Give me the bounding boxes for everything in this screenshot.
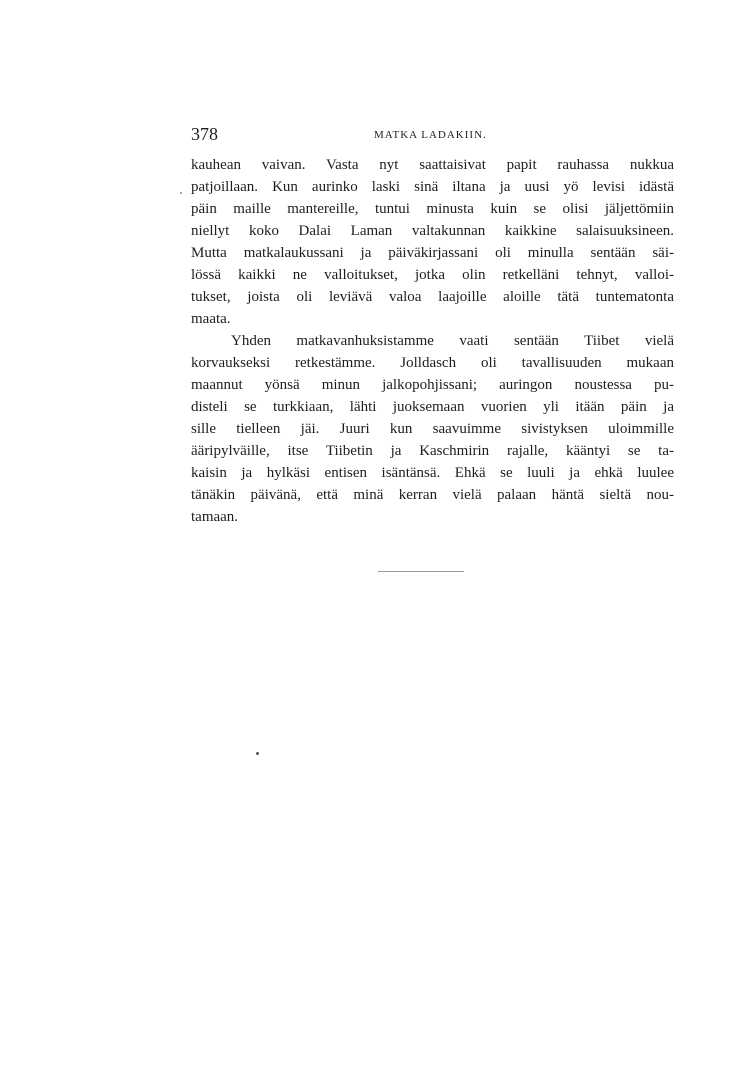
print-speck <box>180 192 182 194</box>
text-line: tukset, joista oli leviävä valoa laajoille aloille tätä tuntematonta <box>191 289 674 305</box>
text-line: ääripylväille, itse Tiibetin ja Kaschmirin rajalle, kääntyi se ta- <box>191 443 674 459</box>
text-line: sille tielleen jäi. Juuri kun saavuimme sivistyksen uloimmille <box>191 421 674 437</box>
text-line: Yhden matkavanhuksistamme vaati sentään Tiibet vielä <box>231 333 674 349</box>
chapter-end-rule <box>378 571 464 572</box>
text-line: lössä kaikki ne valloitukset, jotka olin retkelläni tehnyt, valloi- <box>191 267 674 283</box>
text-line: tänäkin päivänä, että minä kerran vielä palaan häntä sieltä nou- <box>191 487 674 503</box>
text-line: kaisin ja hylkäsi entisen isäntänsä. Ehkä se luuli ja ehkä luulee <box>191 465 674 481</box>
text-line: korvaukseksi retkestämme. Jolldasch oli tavallisuuden mukaan <box>191 355 674 371</box>
running-title: MATKA LADAKIIN. <box>374 129 487 141</box>
text-line: maannut yönsä minun jalkopohjissani; auringon noustessa pu- <box>191 377 674 393</box>
page-header <box>191 122 687 146</box>
text-line: patjoillaan. Kun aurinko laski sinä iltana ja uusi yö levisi idästä <box>191 179 674 195</box>
text-line: maata. <box>191 311 231 327</box>
body-text <box>191 154 674 528</box>
text-line: niellyt koko Dalai Laman valtakunnan kaikkine salaisuuksineen. <box>191 223 674 239</box>
text-line: disteli se turkkiaan, lähti juoksemaan vuorien yli itään päin ja <box>191 399 674 415</box>
paragraph-2 <box>191 330 674 528</box>
text-line: Mutta matkalaukussani ja päiväkirjassani oli minulla sentään säi- <box>191 245 674 261</box>
text-line: päin maille mantereille, tuntui minusta kuin se olisi jäljettömiin <box>191 201 674 217</box>
page-number: 378 <box>191 124 218 144</box>
text-line: kauhean vaivan. Vasta nyt saattaisivat papit rauhassa nukkua <box>191 157 674 173</box>
paragraph-1 <box>191 154 674 330</box>
print-speck <box>256 752 259 755</box>
text-line: tamaan. <box>191 509 239 525</box>
